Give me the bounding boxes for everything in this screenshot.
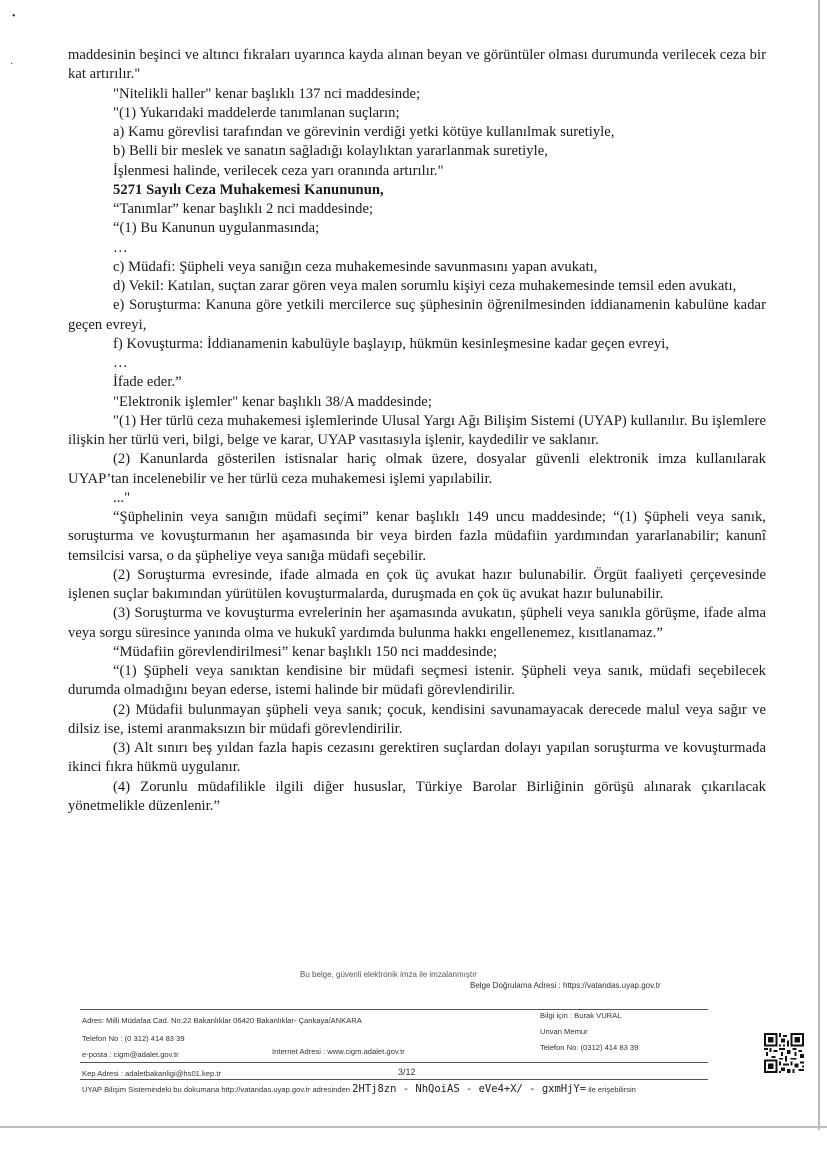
footer-title: Unvan Memur [540, 1027, 588, 1036]
uyap-prefix: UYAP Bilişim Sistemindeki bu dokumana http://vatandas.uyap.gov.tr adresinden [82, 1085, 351, 1094]
paragraph: "Nitelikli haller" kenar başlıklı 137 nci maddesinde; [113, 85, 421, 102]
footer-info-contact: Bilgi için : Burak VURAL [540, 1011, 622, 1020]
ellipsis: ..." [113, 489, 131, 506]
paragraph: “(1) Bu Kanunun uygulanmasında; [113, 220, 320, 237]
scan-speck: · [10, 59, 14, 70]
paragraph: (2) Müdafii bulunmayan şüpheli veya sanık; çocuk, kendisini savunamayacak derecede malul veya sağır ve dilsiz ise, istemi aranmaksızın bir müdafi görevlendirilir. [68, 701, 766, 737]
paragraph: d) Vekil: Katılan, suçtan zarar gören veya malen sorumlu kişiyi ceza muhakemesinde temsil eden avukatı, [113, 278, 737, 294]
paragraph: (2) Soruşturma evresinde, ifade almada en çok üç avukat hazır bulunabilir. Örgüt faaliyeti çerçevesinde işlenen suçlar bakımından yürütülen kovuşturmalarda, duruşmada en çok üç avukat hazır bulunabilir. [68, 566, 766, 602]
paragraph: maddesinin beşinci ve altıncı fıkraları uyarınca kayda alınan beyan ve görüntüler olması durumunda verilecek ceza bir kat artırılır." [68, 47, 766, 83]
paragraph: f) Kovuşturma: İddianamenin kabulüyle başlayıp, hükmün kesinleşmesine kadar geçen evreyi, [113, 335, 670, 352]
paragraph: İfade eder.” [113, 374, 182, 391]
qr-code-icon [764, 1033, 804, 1073]
paragraph: “Müdafiin görevlendirilmesi” kenar başlıklı 150 nci maddesinde; [113, 643, 498, 660]
paragraph: “(1) Şüpheli veya sanıktan kendisine bir müdafi seçmesi istenir. Şüpheli veya sanık, müdafi seçebilecek durumda olmadığını beyan ederse, istemi halinde bir müdafi görevlendirilir. [68, 663, 766, 699]
footer-kep: Kep Adresi : adaletbakanligi@hs01.kep.tr [82, 1069, 221, 1078]
footer-phone: Telefon No : (0 312) 414 83 39 [82, 1034, 185, 1043]
footer-rule-top [80, 1009, 708, 1010]
footer-email: e-posta : cigm@adalet.gov.tr [82, 1050, 179, 1059]
e-signature-note [300, 969, 720, 991]
paragraph: (2) Kanunlarda gösterilen istisnalar hariç olmak üzere, dosyalar güvenli elektronik imza kullanılarak UYAP’tan incelenebilir ve her türlü ceza muhakemesi işlemi yapılabilir. [68, 451, 766, 487]
paragraph: “Tanımlar” kenar başlıklı 2 nci maddesinde; [113, 201, 374, 217]
paragraph: "Elektronik işlemler" kenar başlıklı 38/A maddesinde; [113, 393, 432, 410]
signature-line: Bu belge, güvenli elektronik imza ile imzalanmıştır [300, 970, 477, 979]
scan-speck: • [12, 11, 16, 22]
page-edge-right [818, 0, 820, 1130]
uyap-suffix: ile erişebilirsin [588, 1085, 636, 1094]
ellipsis: … [113, 239, 128, 256]
footer-internet: Internet Adresi : www.cigm.adalet.gov.tr [272, 1047, 405, 1056]
paragraph: “Şüphelinin veya sanığın müdafi seçimi” kenar başlıklı 149 uncu maddesinde; “(1) Şüpheli veya sanık, soruşturma ve kovuşturmanın her aşamasında bir veya birden fazla müdafiin yardımından yararlanabilir; kanunî temsilcisi varsa, o da şüpheliye veya sanığa müdafi seçebilir. [68, 509, 766, 564]
page-edge-bottom [0, 1126, 827, 1128]
page-number: 3/12 [398, 1067, 416, 1077]
document-body [68, 46, 766, 816]
ellipsis: … [113, 355, 128, 371]
footer-uyap-note [82, 1085, 636, 1094]
paragraph: b) Belli bir meslek ve sanatın sağladığı kolaylıktan yararlanmak suretiyle, [113, 143, 548, 160]
paragraph: e) Soruşturma: Kanuna göre yetkili mercilerce suç şüphesinin öğrenilmesinden iddianamenin kabulüne kadar geçen evreyi, [68, 297, 766, 333]
paragraph: "(1) Yukarıdaki maddelerde tanımlanan suçların; [113, 104, 400, 121]
footer-rule-mid [80, 1062, 708, 1063]
paragraph: (3) Soruşturma ve kovuşturma evrelerinin her aşamasında avukatın, şüpheli veya sanıkla görüşme, ifade alma veya sorgu süresince yanında olma ve hukukî yardımda bulunma hakkı engellenemez, kısıtlanamaz.” [68, 605, 766, 641]
paragraph: İşlenmesi halinde, verilecek ceza yarı oranında artırılır." [113, 162, 444, 179]
footer-rule-bottom [80, 1079, 708, 1080]
paragraph: (3) Alt sınırı beş yıldan fazla hapis cezasını gerektiren suçlardan dolayı yapılan soruşturma ve kovuşturmada ikinci fıkra hükmü uygulanır. [68, 740, 766, 776]
paragraph: c) Müdafi: Şüpheli veya sanığın ceza muhakemesinde savunmasını yapan avukatı, [113, 258, 598, 275]
footer-address: Adres: Milli Müdafaa Cad. No:22 Bakanlıklar 06420 Bakanlıklar- Çankaya/ANKARA [82, 1016, 362, 1025]
paragraph: a) Kamu görevlisi tarafından ve görevinin verdiği yetki kötüye kullanılmak suretiyle, [113, 124, 615, 140]
paragraph: "(1) Her türlü ceza muhakemesi işlemlerinde Ulusal Yargı Ağı Bilişim Sistemi (UYAP) kullanılır. Bu işlemlere ilişkin her türlü veri, bilgi, belge ve karar, UYAP vasıtasıyla işlenir, kaydedilir ve saklanır. [68, 412, 766, 448]
footer-info-phone: Telefon No: (0312) 414 83 39 [540, 1043, 639, 1052]
verification-address: Belge Doğrulama Adresi : https://vatandas.uyap.gov.tr [470, 981, 661, 990]
uyap-access-code: 2HTj8zn - NhQoiAS - eVe4+X/ - gxmHjY= [352, 1083, 587, 1095]
paragraph: (4) Zorunlu müdafilikle ilgili diğer hususlar, Türkiye Barolar Birliğinin görüşü alınarak çıkarılacak yönetmelikle düzenlenir.” [68, 778, 766, 814]
section-heading: 5271 Sayılı Ceza Muhakemesi Kanununun, [113, 181, 384, 198]
